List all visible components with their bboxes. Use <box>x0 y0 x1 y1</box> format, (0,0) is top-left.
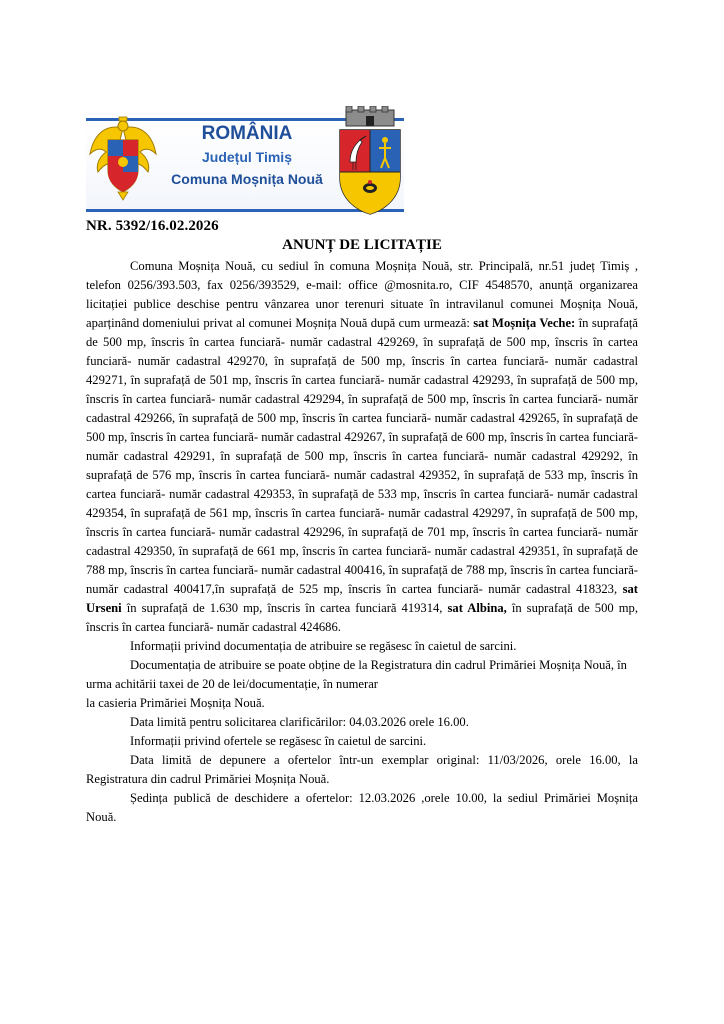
document-number: NR. 5392/16.02.2026 <box>86 218 219 234</box>
village-albina: sat Albina, <box>447 601 507 615</box>
paragraph-documentation-fee <box>86 656 638 713</box>
paragraph-offers-info: Informații privind ofertele se regăsesc în caietul de sarcini. <box>130 734 427 748</box>
documentation-fee-text: Documentația de atribuire se poate obține de la Registratura din cadrul Primăriei Moșnița Nouă, în urma achitării taxei de 20 de lei/documentație, în numerar <box>86 658 627 691</box>
mosnita-noua-coat-of-arms-icon <box>336 106 404 216</box>
letterhead-text <box>162 122 332 190</box>
village-mosnita-veche: sat Moșnița Veche: <box>473 316 576 330</box>
intro-text: Comuna Moșnița Nouă, cu sediul în comuna Moșnița Nouă, str. Principală, nr.51 județ Timiș , telefon 0256/393.503, fax 0256/393529, e-mail: office @mosnita.ro, CIF 4548570, anunță organizarea licitației publice deschise pentru vânzarea unor terenuri situate în intravilanul comunei Moșnița Nouă, aparținând domeniului privat al comunei Moșnița Nouă după cum urmează: <box>86 259 638 330</box>
paragraph-offer-deadline: Data limită de depunere a ofertelor într-un exemplar original: 11/03/2026, orele 16.00, la Registratura din cadrul Primăriei Moșnița Nouă. <box>86 753 638 786</box>
paragraph-documentation-info: Informații privind documentația de atribuire se regăsesc în caietul de sarcini. <box>130 639 517 653</box>
announcement-body <box>86 257 638 827</box>
village-urseni: sat Urseni <box>86 582 638 615</box>
paragraph-public-opening: Ședința publică de deschidere a ofertelor: 12.03.2026 ,orele 10.00, la sediul Primăriei Moșnița Nouă. <box>86 791 638 824</box>
country-name: ROMÂNIA <box>201 123 293 144</box>
county-name: Județul Timiș <box>202 149 292 165</box>
letterhead <box>86 106 404 216</box>
paragraph-clarification-deadline: Data limită pentru solicitarea clarificărilor: 04.03.2026 orele 16.00. <box>130 715 469 729</box>
paragraph-land-list <box>86 257 638 637</box>
document-title: ANUNȚ DE LICITAȚIE <box>282 237 442 253</box>
land-list-albina: în suprafață de 500 mp, înscris în cartea funciară- număr cadastral 424686. <box>86 601 638 634</box>
land-list-mosnita-veche: în suprafață de 500 mp, înscris în cartea funciară- număr cadastral 429269, în suprafață de 500 mp, înscris în cartea funciară- număr cadastral 429270, în suprafață de 500 mp, înscris în cartea funciară- număr cadastral 429271, în suprafață de 501 mp, înscris în cartea funciară- număr cadastral 429293, în suprafață de 500 mp, înscris în cartea funciară- număr cadastral 429294, în suprafață de 500 mp, înscris în cartea funciară- număr cadastral 429266, în suprafață de 500 mp, înscris în cartea funciară- număr cadastral 429265, în suprafață de 500 mp, înscris în cartea funciară- număr cadastral 429267, în suprafață de 600 mp, înscris în cartea funciară- număr cadastral 429291, în suprafață de 500 mp, înscris în cartea funciară- număr cadastral 429292, în suprafață de 576 mp, înscris în cartea funciară- număr cadastral 429352, în suprafață de 533 mp, înscris în cartea funciară- număr cadastral 429353, în suprafață de 533 mp, înscris în cartea funciară- număr cadastral 429354, în suprafață de 561 mp, înscris în cartea funciară- număr cadastral 429297, în suprafață de 500 mp, înscris în cartea funciară- număr cadastral 429296, în suprafață de 701 mp, înscris în cartea funciară- număr cadastral 429350, în suprafață de 661 mp, înscris în cartea funciară- număr cadastral 429351, în suprafață de 788 mp, înscris în cartea funciară- număr cadastral 400416, în suprafață de 788 mp, înscris în cartea funciară- număr cadastral 400417,în suprafață de 525 mp, înscris în cartea funciară- număr cadastral 418323, <box>86 316 638 596</box>
land-list-urseni: în suprafață de 1.630 mp, înscris în cartea funciară 419314, <box>121 601 448 615</box>
documentation-fee-cashier: la casieria Primăriei Moșnița Nouă. <box>86 696 265 710</box>
romania-coat-of-arms-icon <box>88 114 158 202</box>
commune-name: Comuna Moșnița Nouă <box>171 171 323 187</box>
